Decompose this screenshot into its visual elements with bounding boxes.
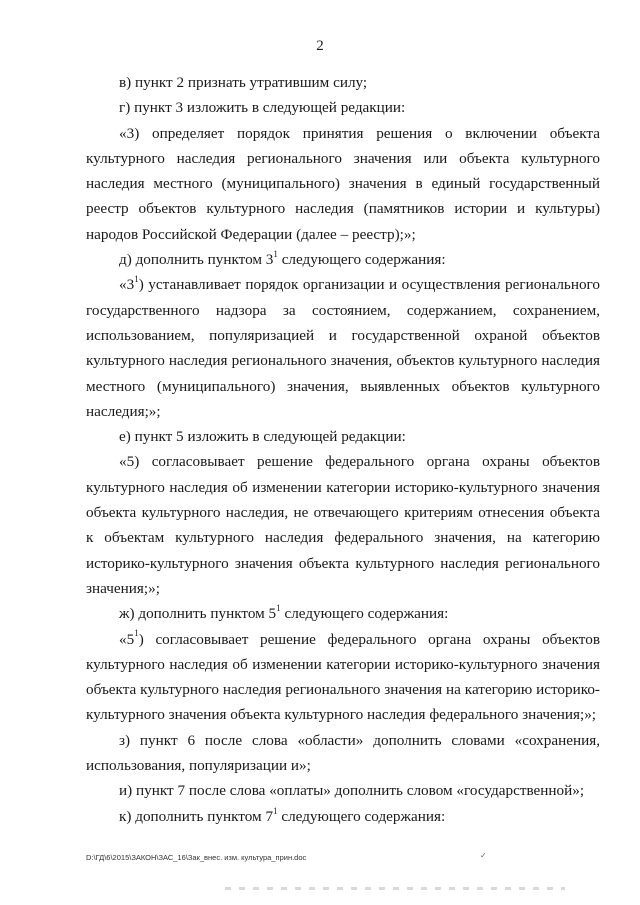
paragraph: «$3^1$) устанавливает порядок организации и осуществления регионального государственного надзора за состоянием, содержанием, сохранением, использованием, популяризацией и государственной охраной объектов культурного наследия регионального значения, объектов культурного наследия местного (муниципального) значения, выявленных объектов культурного наследия;»;	[86, 274, 600, 420]
paragraph: е) пункт 5 изложить в следующей редакции:	[119, 428, 406, 446]
paragraph: к) дополнить пунктом $7^1$ следующего содержания:	[119, 805, 446, 825]
paragraph: «3) определяет порядок принятия решения о включении объекта культурного наследия регионального значения или объекта культурного наследия местного (муниципального) значения в единый государственный реестр объектов культурного наследия (памятников истории и культуры) народов Российской Федерации (далее – реестр);»;	[86, 124, 600, 243]
paragraph: «$5^1$) согласовывает решение федерального органа охраны объектов культурного наследия об изменении категории историко-культурного значения объекта культурного наследия регионального значения на категорию историко-культурного значения объекта культурного наследия федерального значения;»;	[86, 628, 600, 724]
paragraph: «5) согласовывает решение федерального органа охраны объектов культурного наследия об изменении категории историко-культурного значения объекта культурного наследия, не отвечающего критериям отнесения объекта к объектам культурного наследия федерального значения, на категорию историко-культурного значения объекта культурного наследия регионального значения;»;	[86, 453, 600, 597]
document-body	[86, 70, 600, 829]
paragraph: и) пункт 7 после слова «оплаты» дополнить словом «государственной»;	[119, 782, 585, 800]
scan-mark: ✓	[480, 851, 487, 860]
footer-file-path: D:\ГД\6\2015\ЗАКОН\ЗАС_16\Зак_внес. изм. культура_прин.doc	[86, 853, 307, 862]
paragraph: з) пункт 6 после слова «области» дополнить словами «сохранения, использования, популяризации и»;	[86, 731, 600, 775]
page-number: 2	[316, 38, 324, 54]
scan-artifact-line	[225, 887, 565, 890]
paragraph: в) пункт 2 признать утратившим силу;	[119, 74, 368, 91]
paragraph: ж) дополнить пунктом $5^1$ следующего содержания:	[119, 603, 449, 623]
paragraph: д) дополнить пунктом $3^1$ следующего содержания:	[119, 249, 446, 269]
paragraph: г) пункт 3 изложить в следующей редакции:	[119, 99, 406, 117]
